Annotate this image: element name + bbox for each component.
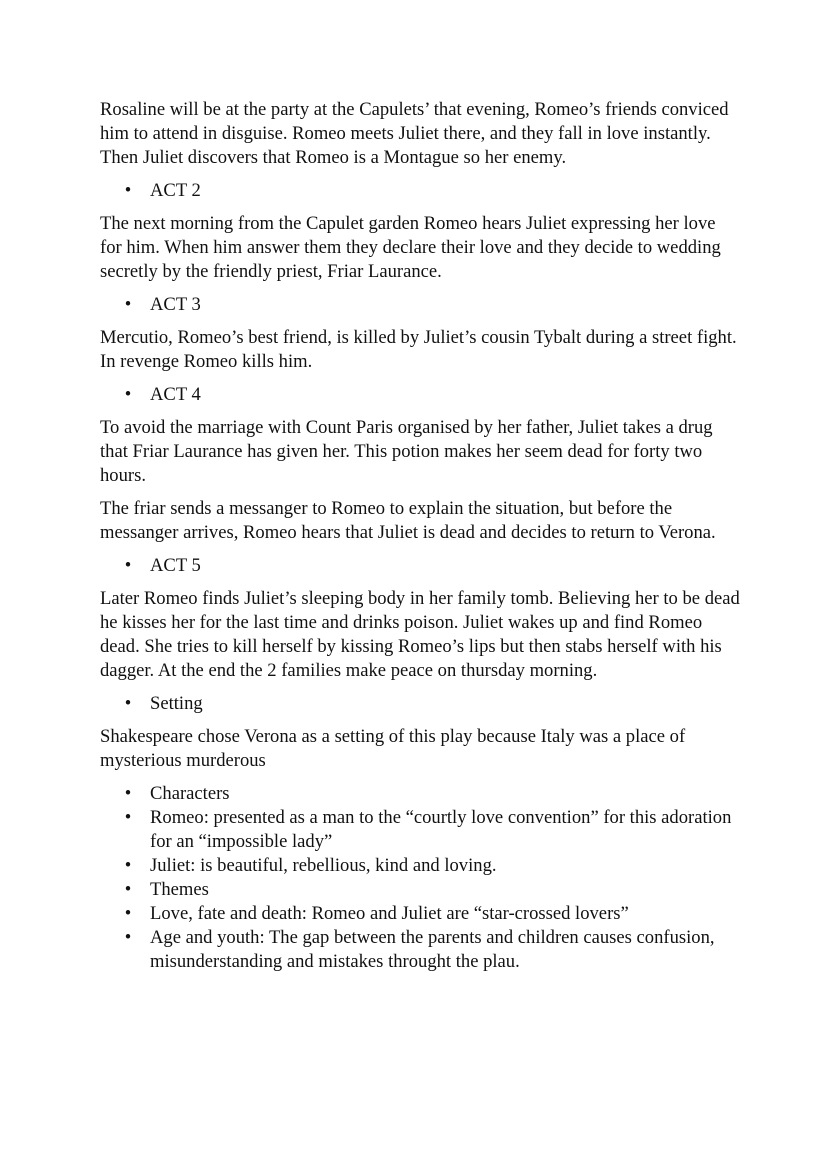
bullet-label-act5: ACT 5 [150,555,201,576]
bullet-list-characters-themes [100,782,740,974]
list-item-text: Characters [150,783,230,804]
bullet-icon: • [124,555,132,576]
bullet-label-setting: Setting [150,693,203,714]
paragraph-act4: To avoid the marriage with Count Paris organised by her father, Juliet takes a drug that Friar Laurance has given her. This potion makes her seem dead for forty two hours. [100,417,713,486]
list-item-text: Age and youth: The gap between the parents and children causes confusion, misunderstanding and mistakes throught the plau. [150,927,715,972]
bullet-list-act4 [100,383,740,407]
list-item [100,854,740,878]
bullet-list-act3 [100,293,740,317]
list-item [100,878,740,902]
bullet-icon: • [124,693,132,714]
list-item-act4 [100,383,740,407]
bullet-icon: • [124,180,132,201]
bullet-icon: • [124,855,132,876]
bullet-icon: • [124,807,132,828]
paragraph-party: Rosaline will be at the party at the Capulets’ that evening, Romeo’s friends conviced him to attend in disguise. Romeo meets Juliet there, and they fall in love instantly. Then Juliet discovers that Romeo is a Montague so her enemy. [100,99,729,168]
bullet-icon: • [124,384,132,405]
paragraph-act2: The next morning from the Capulet garden Romeo hears Juliet expressing her love for him. When him answer them they declare their love and they decide to wedding secretly by the friendly priest, Friar Laurance. [100,213,721,282]
bullet-icon: • [124,294,132,315]
bullet-label-act2: ACT 2 [150,180,201,201]
list-item-act5 [100,554,740,578]
list-item-act2 [100,179,740,203]
list-item-text: Themes [150,879,209,900]
bullet-icon: • [124,879,132,900]
bullet-list-act2 [100,179,740,203]
bullet-label-act4: ACT 4 [150,384,201,405]
list-item [100,782,740,806]
list-item-setting [100,692,740,716]
bullet-icon: • [124,927,132,948]
list-item-text: Juliet: is beautiful, rebellious, kind and loving. [150,855,497,876]
bullet-list-act5 [100,554,740,578]
paragraph-messanger: The friar sends a messanger to Romeo to explain the situation, but before the messanger arrives, Romeo hears that Juliet is dead and decides to return to Verona. [100,498,716,543]
list-item [100,806,740,854]
bullet-icon: • [124,903,132,924]
paragraph-setting: Shakespeare chose Verona as a setting of this play because Italy was a place of mysterious murderous [100,726,686,771]
list-item-text: Love, fate and death: Romeo and Juliet are “star-crossed lovers” [150,903,629,924]
list-item [100,902,740,926]
paragraph-act5: Later Romeo finds Juliet’s sleeping body in her family tomb. Believing her to be dead he kisses her for the last time and drinks poison. Juliet wakes up and find Romeo dead. She tries to kill herself by kissing Romeo’s lips but then stabs herself with his dagger. At the end the 2 families make peace on thursday morning. [100,588,740,681]
list-item-act3 [100,293,740,317]
bullet-list-setting [100,692,740,716]
paragraph-act3: Mercutio, Romeo’s best friend, is killed by Juliet’s cousin Tybalt during a street fight. In revenge Romeo kills him. [100,327,737,372]
bullet-icon: • [124,783,132,804]
list-item [100,926,740,974]
document-page [100,98,740,983]
bullet-label-act3: ACT 3 [150,294,201,315]
list-item-text: Romeo: presented as a man to the “courtly love convention” for this adoration for an “impossible lady” [150,807,732,852]
